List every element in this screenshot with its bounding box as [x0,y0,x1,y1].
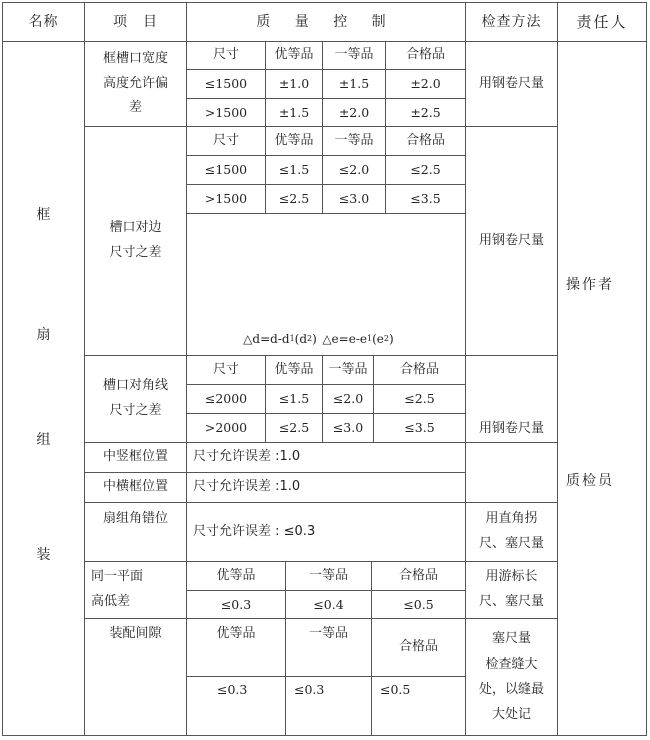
item-line: 同一平面 [91,569,144,585]
item-line: 尺寸之差 [109,245,162,260]
value-cell: ±1.0 [278,76,310,92]
value-cell: >1500 [204,104,248,120]
grade-size: 尺寸 [212,47,239,63]
grade-excellent: 优等品 [216,625,256,641]
formula-sub: 2 [307,334,313,344]
item-flatness [85,562,186,618]
item-line: 差 [128,100,142,116]
tolerance-value: 尺寸允许误差 :1.0 [193,479,301,495]
item-diagonal [85,356,186,442]
item-line: 框槽口宽度 [102,50,168,66]
grade-pass: 合格品 [405,132,445,148]
grade-excellent: 优等品 [274,361,314,377]
value-cell: ≤1.5 [278,162,310,178]
section-name-char: 框 [36,206,51,223]
value-cell: ≤0.3 [294,682,325,698]
value-cell: ±2.0 [338,104,370,120]
grade-excellent: 优等品 [274,47,314,63]
item-opposite-side [85,127,186,355]
check-method [466,619,557,735]
value-cell: >2000 [204,420,248,436]
check-method [466,562,557,618]
method-line: 处，以缝最 [478,682,544,697]
grade-excellent: 优等品 [216,567,256,583]
tolerance-value: 尺寸允许误差 :1.0 [193,449,301,465]
check-method: 用钢卷尺量 [478,420,544,436]
item-line: 高度允许偏 [102,75,168,91]
grade-first: 一等品 [308,625,348,641]
grade-first: 一等品 [334,132,374,148]
check-method [466,503,557,561]
value-cell: ≤2.5 [278,420,310,436]
formula-text: ) [388,331,394,346]
item-line: 槽口对角线 [102,378,168,394]
value-cell: ±1.5 [278,104,310,120]
value-cell: ≤2000 [204,391,248,407]
value-cell: ±2.0 [410,76,441,92]
formula-text: △d=d-d [243,331,290,346]
value-cell: ≤0.3 [217,682,248,698]
method-line: 尺、塞尺量 [478,594,544,609]
value-cell: ≤2.0 [332,391,364,407]
item-line: 高低差 [91,594,131,609]
value-cell: ≤3.5 [404,420,435,436]
grade-size: 尺寸 [212,132,239,148]
item-slot-tolerance [85,42,186,126]
value-cell: ≤2.5 [278,191,310,207]
formula-text: ) [312,331,317,346]
method-line: 检查缝大 [485,656,538,672]
value-cell: ≤0.5 [380,682,411,698]
value-cell: ±2.5 [410,104,441,120]
item-line: 槽口对边 [109,220,162,236]
item-mid-vertical: 中竖框位置 [102,449,168,465]
formula-e [320,328,396,350]
value-cell: ≤3.0 [332,420,364,436]
grade-pass: 合格品 [398,638,438,654]
value-cell: ≤0.4 [313,596,344,612]
formula-text: (d [294,331,308,346]
formula-sub: 1 [289,334,295,344]
header-check-method: 检查方法 [481,13,542,30]
item-mid-horizontal: 中横框位置 [102,479,168,495]
header-owner: 责任人 [576,12,628,31]
item-assembly-gap: 装配间隙 [109,625,162,641]
formula-text: (e [372,331,384,346]
method-line: 塞尺量 [491,631,531,647]
value-cell: ≤2.5 [410,162,441,178]
grade-size: 尺寸 [212,361,239,377]
method-line: 尺、塞尺量 [478,536,544,551]
value-cell: ±1.5 [338,76,370,92]
formula-sub: 1 [366,334,373,344]
section-name-char: 组 [36,431,51,448]
method-line: 大处记 [491,707,531,723]
method-line: 用游标长 [485,569,538,585]
grade-pass: 合格品 [399,361,439,377]
header-name: 名称 [28,13,59,30]
value-cell: ≤2.5 [404,391,435,407]
value-cell: ≤1500 [204,76,248,92]
section-name-char: 装 [36,546,51,563]
value-cell: ≤2.0 [338,162,370,178]
value-cell: ≤1500 [204,162,248,178]
method-line: 用直角拐 [485,511,538,527]
value-cell: ≤0.5 [403,596,434,612]
formula-text: △e=e-e [322,331,367,346]
check-method: 用钢卷尺量 [478,75,544,91]
owner-inspector: 质检员 [566,472,614,489]
header-quality-control: 质 量 控 制 [256,13,396,30]
value-cell: ≤3.0 [338,191,370,207]
grade-first: 一等品 [308,567,348,583]
section-name-char: 扇 [36,326,51,343]
value-cell: >1500 [204,191,248,207]
check-method: 用钢卷尺量 [478,232,544,248]
grade-first: 一等品 [334,47,374,63]
item-line: 尺寸之差 [109,403,162,418]
value-cell: ≤3.5 [410,191,441,207]
owner-operator: 操作者 [566,276,614,293]
grade-first: 一等品 [328,361,368,377]
grade-pass: 合格品 [405,47,445,63]
formula-sub: 2 [383,334,389,344]
grade-pass: 合格品 [398,567,438,583]
header-item: 项 目 [113,13,158,30]
grade-excellent: 优等品 [274,132,314,148]
value-cell: ≤1.5 [278,391,310,407]
tolerance-value: 尺寸允许误差 : ≤0.3 [193,523,316,539]
item-corner-misalignment: 扇组角错位 [102,511,168,526]
value-cell: ≤0.3 [220,596,252,612]
formula-d [240,328,320,350]
